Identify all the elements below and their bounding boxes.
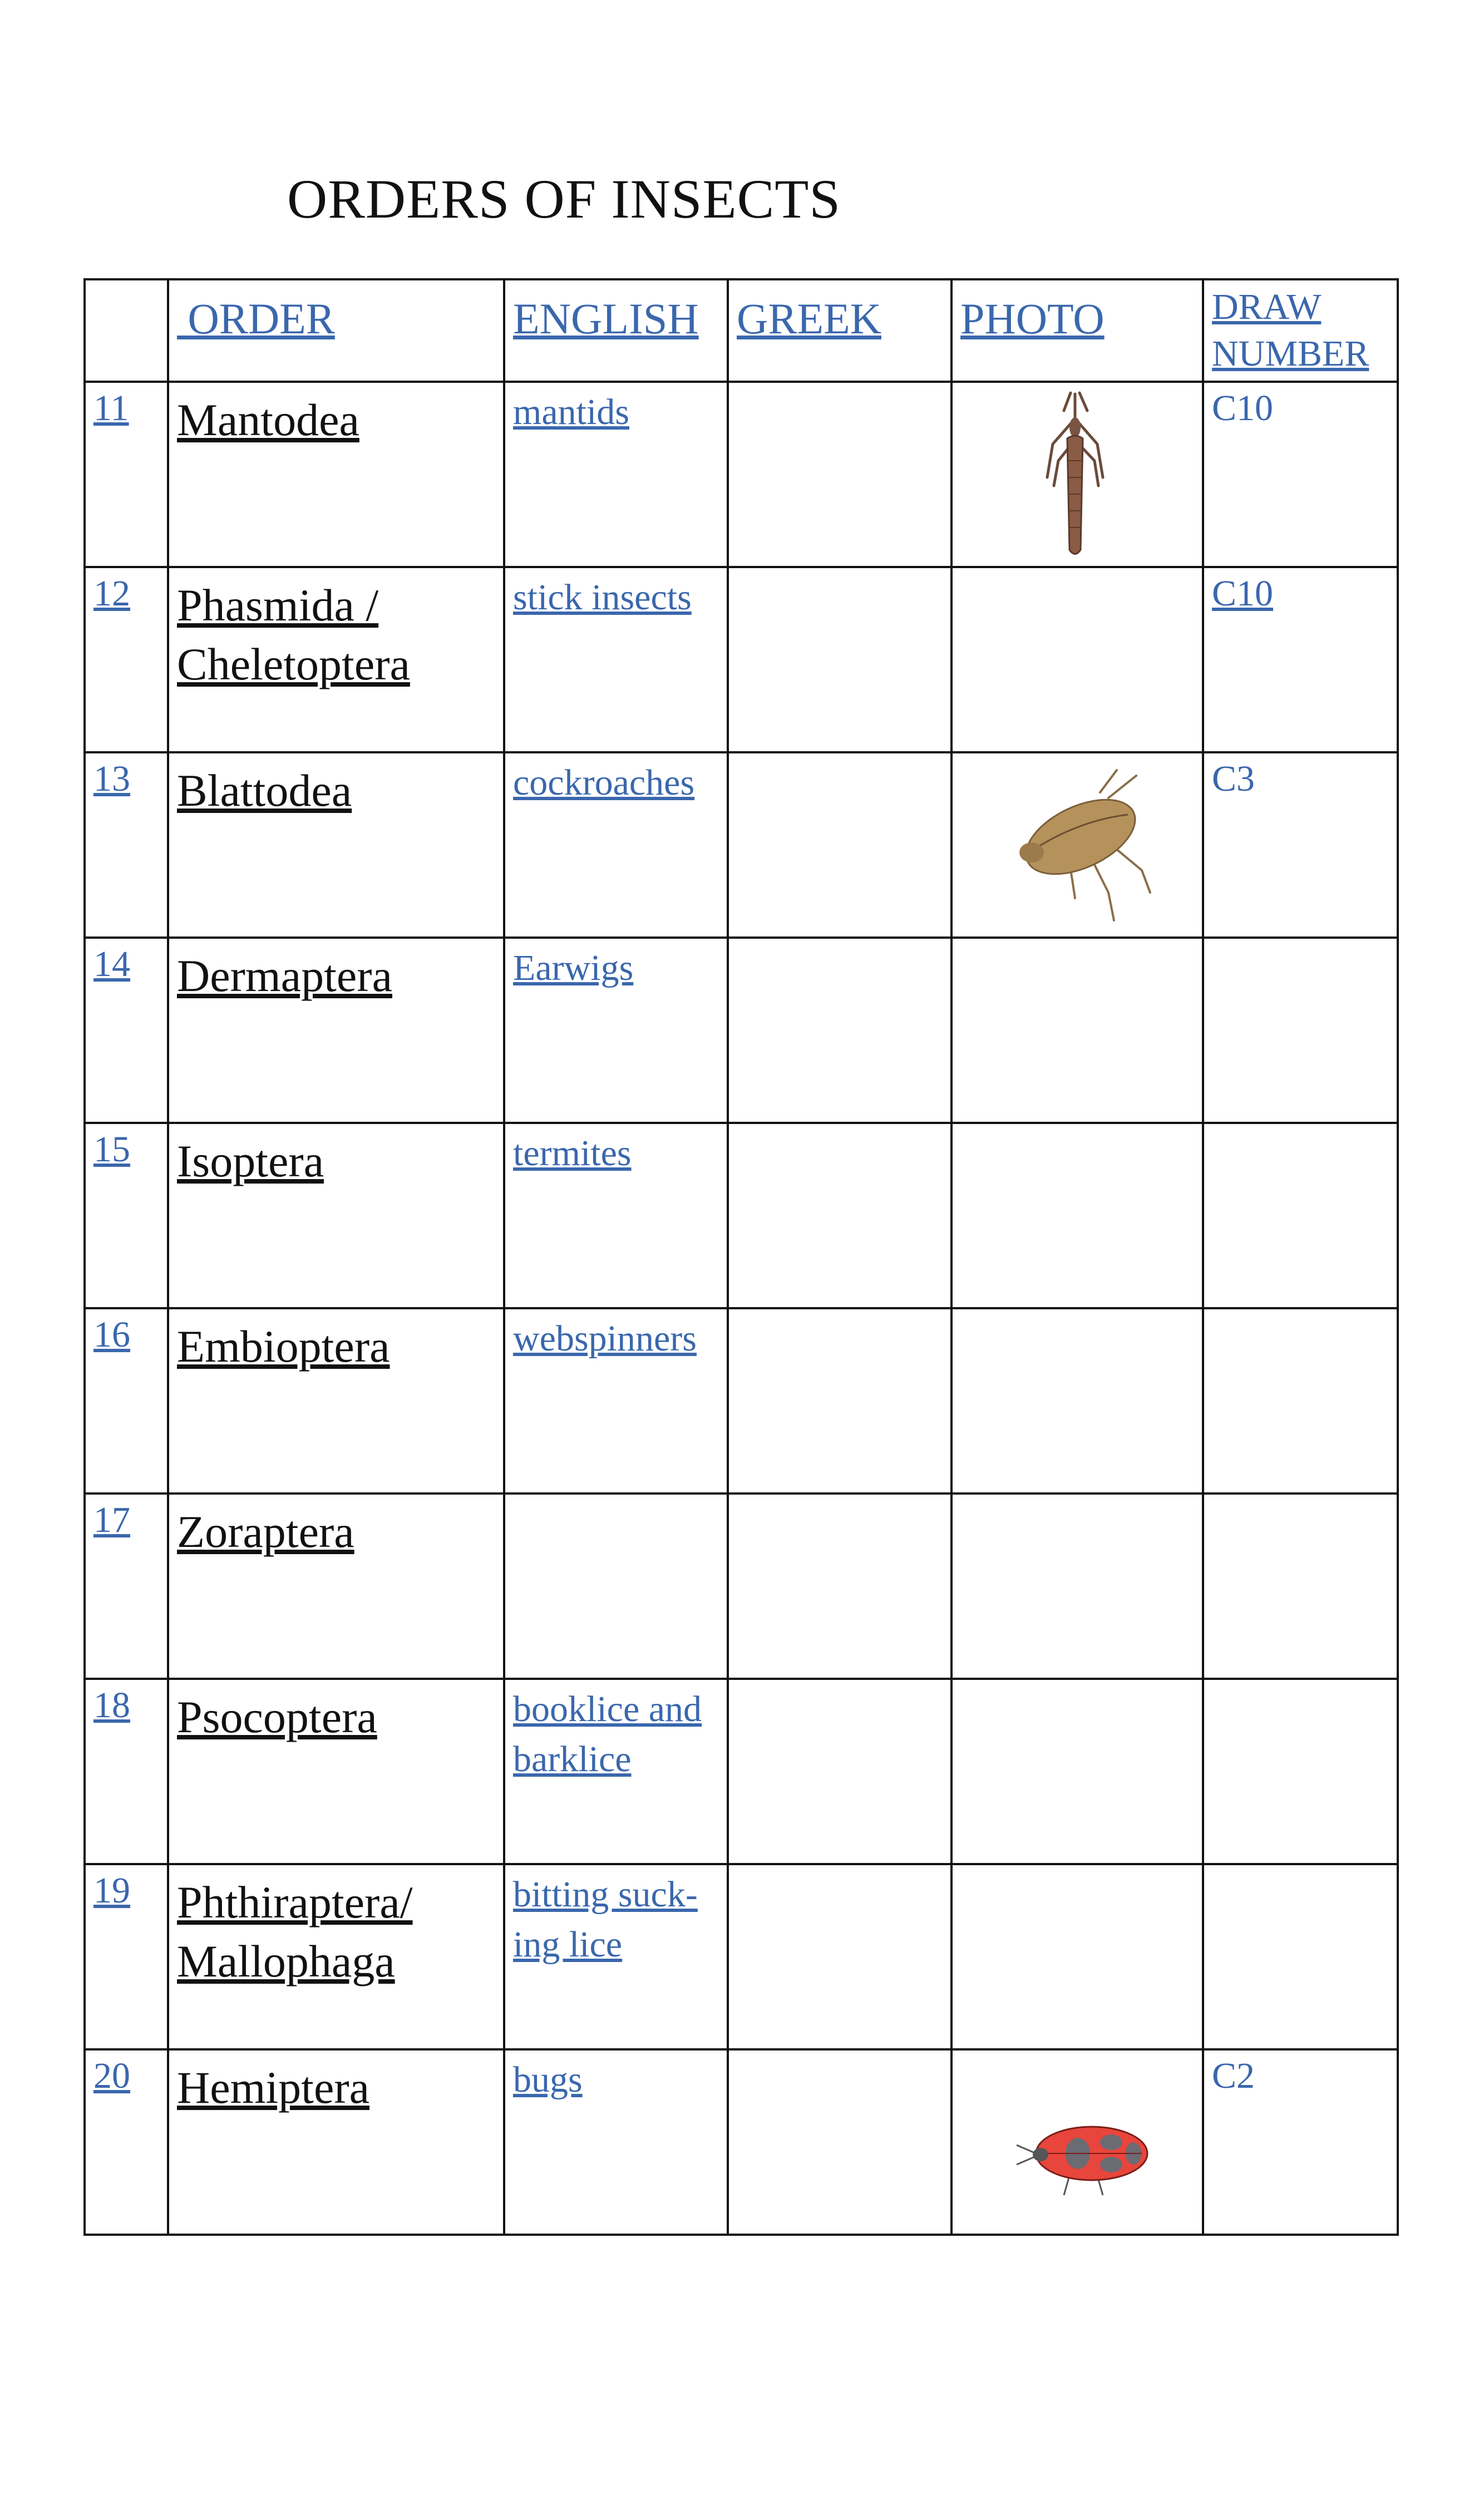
table-row-19 — [85, 1864, 1398, 2049]
draw-number-cell — [1203, 1679, 1398, 1864]
row-number-link[interactable]: 17 — [93, 1500, 130, 1540]
draw-number-cell — [1203, 2049, 1398, 2235]
order-cell — [168, 1123, 504, 1308]
header-greek-link[interactable]: GREEK — [737, 294, 881, 343]
draw-number-cell — [1203, 1123, 1398, 1308]
num-cell — [85, 1679, 168, 1864]
greek-cell — [728, 1493, 951, 1679]
greek-cell — [728, 1679, 951, 1864]
english-cell — [504, 1679, 728, 1864]
greek-cell — [728, 567, 951, 752]
table-row-18 — [85, 1679, 1398, 1864]
order-cell — [168, 1308, 504, 1493]
row-number-link[interactable]: 15 — [93, 1129, 130, 1170]
orders-table — [83, 278, 1399, 2236]
order-cell — [168, 938, 504, 1123]
english-cell — [504, 938, 728, 1123]
order-cell — [168, 2049, 504, 2235]
english-name-link[interactable]: webspinners — [513, 1318, 697, 1359]
table-row-12 — [85, 567, 1398, 752]
header-num-cell — [85, 279, 168, 382]
header-greek-cell — [728, 279, 951, 382]
row-number-link[interactable]: 19 — [93, 1870, 130, 1911]
draw-number-cell — [1203, 1864, 1398, 2049]
header-photo-cell — [951, 279, 1203, 382]
header-english-cell — [504, 279, 728, 382]
order-cell — [168, 382, 504, 567]
order-name-link[interactable]: Isoptera — [177, 1136, 324, 1186]
english-name-link[interactable]: cockroaches — [513, 762, 695, 803]
draw-number-cell — [1203, 382, 1398, 567]
table-row-17 — [85, 1493, 1398, 1679]
english-name-link[interactable]: mantids — [513, 392, 629, 432]
english-cell — [504, 752, 728, 938]
draw-number-cell — [1203, 1308, 1398, 1493]
english-name-link[interactable]: booklice and barklice — [513, 1689, 702, 1780]
header-draw-number-link[interactable]: DRAW NUMBER — [1212, 287, 1369, 374]
num-cell — [85, 1493, 168, 1679]
photo-cell — [951, 382, 1203, 567]
greek-cell — [728, 2049, 951, 2235]
page-title: ORDERS OF INSECTS — [287, 168, 841, 230]
photo-cell — [951, 1493, 1203, 1679]
english-name-link[interactable]: termites — [513, 1133, 632, 1174]
english-name-link[interactable]: bitting suck-ing lice — [513, 1874, 698, 1965]
photo-cell — [951, 1864, 1203, 2049]
order-name-link[interactable]: Phasmida / Cheletoptera — [177, 580, 410, 689]
english-cell — [504, 1864, 728, 2049]
cockroach-photo-wrapper — [997, 765, 1158, 926]
bug-photo — [1014, 2106, 1153, 2201]
photo-cell — [951, 1123, 1203, 1308]
greek-cell — [728, 1308, 951, 1493]
num-cell — [85, 1123, 168, 1308]
table-row-13 — [85, 752, 1398, 938]
draw-number: C10 — [1212, 388, 1274, 428]
num-cell — [85, 752, 168, 938]
order-cell — [168, 1493, 504, 1679]
draw-number-cell — [1203, 938, 1398, 1123]
order-name-link[interactable]: Phthiraptera/ Mallophaga — [177, 1877, 413, 1987]
num-cell — [85, 567, 168, 752]
table-row-15 — [85, 1123, 1398, 1308]
english-name-link[interactable]: Earwigs — [513, 948, 634, 988]
order-cell — [168, 1679, 504, 1864]
order-name-link[interactable]: Mantodea — [177, 395, 359, 445]
greek-cell — [728, 1864, 951, 2049]
row-number-link[interactable]: 13 — [93, 758, 130, 799]
draw-number: C10 — [1212, 573, 1274, 614]
english-cell — [504, 1308, 728, 1493]
draw-number-cell — [1203, 567, 1398, 752]
greek-cell — [728, 752, 951, 938]
english-name-link[interactable]: bugs — [513, 2059, 583, 2100]
draw-number-cell — [1203, 1493, 1398, 1679]
bug-photo-wrapper — [1014, 2106, 1153, 2201]
row-number-link[interactable]: 11 — [93, 388, 129, 428]
mantis-photo-wrapper — [1019, 388, 1131, 561]
greek-cell — [728, 938, 951, 1123]
english-cell — [504, 1493, 728, 1679]
header-order-link[interactable]: ORDER — [177, 294, 335, 343]
cockroach-photo — [997, 765, 1158, 926]
header-row — [85, 279, 1398, 382]
draw-number-cell — [1203, 752, 1398, 938]
photo-cell — [951, 567, 1203, 752]
header-photo-link[interactable]: PHOTO — [960, 294, 1105, 343]
table-row-11 — [85, 382, 1398, 567]
num-cell — [85, 1308, 168, 1493]
draw-number: C3 — [1212, 758, 1255, 799]
photo-cell — [951, 1679, 1203, 1864]
num-cell — [85, 1864, 168, 2049]
english-cell — [504, 382, 728, 567]
english-cell — [504, 1123, 728, 1308]
row-number-link[interactable]: 20 — [93, 2056, 130, 2096]
header-draw-cell — [1203, 279, 1398, 382]
english-cell — [504, 2049, 728, 2235]
photo-cell — [951, 938, 1203, 1123]
mantis-photo — [1019, 388, 1131, 561]
order-cell — [168, 567, 504, 752]
order-name-link[interactable]: Zoraptera — [177, 1506, 354, 1557]
num-cell — [85, 938, 168, 1123]
order-name-link[interactable]: Dermaptera — [177, 950, 392, 1001]
table-row-16 — [85, 1308, 1398, 1493]
row-number-link[interactable]: 18 — [93, 1685, 130, 1726]
order-cell — [168, 752, 504, 938]
table-row-14 — [85, 938, 1398, 1123]
order-name-link[interactable]: Blattodea — [177, 765, 352, 816]
greek-cell — [728, 382, 951, 567]
order-cell — [168, 1864, 504, 2049]
photo-cell — [951, 2049, 1203, 2235]
num-cell — [85, 2049, 168, 2235]
greek-cell — [728, 1123, 951, 1308]
row-number-link[interactable]: 12 — [93, 573, 130, 614]
draw-number: C2 — [1212, 2056, 1255, 2096]
photo-cell — [951, 1308, 1203, 1493]
photo-cell — [951, 752, 1203, 938]
order-name-link[interactable]: Psocoptera — [177, 1692, 377, 1742]
order-name-link[interactable]: Hemiptera — [177, 2062, 370, 2113]
row-number-link[interactable]: 16 — [93, 1314, 130, 1355]
table-row-20 — [85, 2049, 1398, 2235]
english-cell — [504, 567, 728, 752]
num-cell — [85, 382, 168, 567]
header-english-link[interactable]: ENGLISH — [513, 294, 699, 343]
order-name-link[interactable]: Embioptera — [177, 1321, 390, 1372]
row-number-link[interactable]: 14 — [93, 944, 130, 984]
header-order-cell — [168, 279, 504, 382]
english-name-link[interactable]: stick insects — [513, 577, 692, 618]
